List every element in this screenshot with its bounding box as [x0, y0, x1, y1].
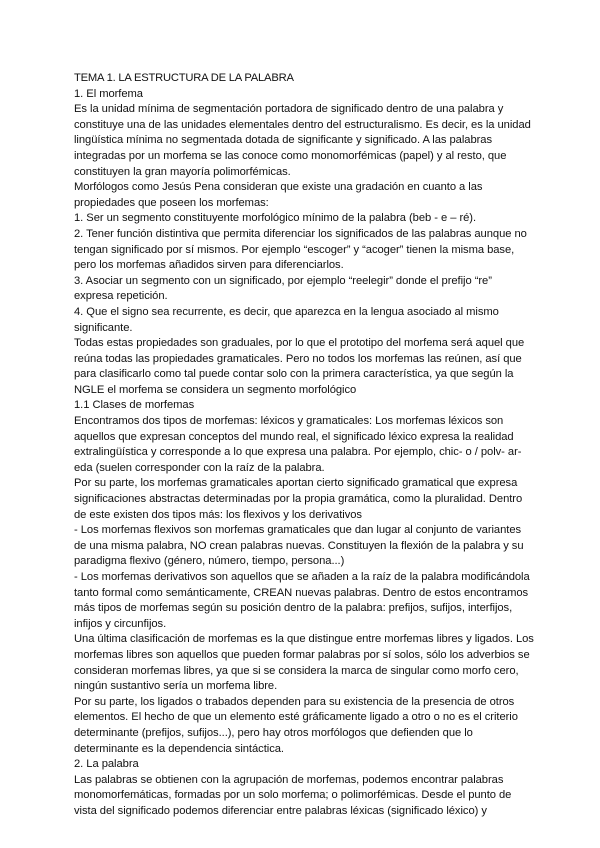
document-title: TEMA 1. LA ESTRUCTURA DE LA PALABRA [74, 72, 294, 84]
section-heading-palabra: 2. La palabra [74, 758, 139, 771]
paragraph-gramaticales: Por su parte, los morfemas gramaticales aportan cierto significado gramatical que expresa significaciones abstractas determinadas por la propia gramática, como la pluralidad. Dentro de este existen dos tipos más: los flexivos y los derivativos [74, 477, 523, 521]
list-item-property-1: 1. Ser un segmento constituyente morfológico mínimo de la palabra (beb - e – ré). [74, 212, 477, 225]
list-item-property-3: 3. Asociar un segmento con un significado, por ejemplo “reelegir” donde el prefijo “re” expresa repetición. [74, 274, 492, 303]
paragraph-palabras: Las palabras se obtienen con la agrupación de morfemas, podemos encontrar palabras monomorfemáticas, formadas por un solo morfema; o polimorfémicas. Desde el punto de vista del significado podemos diferenciar entre palabras léxicas (significado léxico) y [74, 773, 512, 817]
paragraph-derivativos: - Los morfemas derivativos son aquellos que se añaden a la raíz de la palabra modificándola tanto formal como semánticamente, CREAN nuevas palabras. Dentro de estos encontramos más tipos de morfemas según su posición dentro de la palabra: prefijos, sufijos, interfijos, infijos y circunfijos. [74, 571, 530, 630]
paragraph-ligados: Por su parte, los ligados o trabados dependen para su existencia de la presencia de otros elementos. El hecho de que un elemento esté gráficamente ligado a otro o no es el criterio determinante (prefijos, sufijos...), pero hay otros morfólogos que defienden que lo determinante es la dependencia sintáctica. [74, 695, 518, 755]
section-heading-clases: 1.1 Clases de morfemas [74, 399, 195, 412]
paragraph-definition: Es la unidad mínima de segmentación portadora de significado dentro de una palabra y constituye una de las unidades elementales dentro del estructuralismo. Es decir, es la unidad lingüística mínima no segmentada dotada de significante y significado. A las palabras integradas por un morfema se las conoce como monomorfémicas (papel) y al resto, que constituyen la gran mayoría polimorfémicas. [74, 103, 531, 178]
list-item-property-4: 4. Que el signo sea recurrente, es decir, que aparezca en la lengua asociado al mismo significante. [74, 305, 499, 334]
document-page [74, 71, 534, 820]
paragraph-prototype: Todas estas propiedades son graduales, por lo que el prototipo del morfema será aquel que reúna todas las propiedades gramaticales. Pero no todos los morfemas las reúnen, así que para clasificarlo como tal puede contar solo con la primera característica, ya que según la NGLE el morfema se considera un segmento morfológico [74, 337, 525, 396]
paragraph-gradation-intro: Morfólogos como Jesús Pena consideran que existe una gradación en cuanto a las propiedades que poseen los morfemas: [74, 181, 483, 209]
paragraph-flexivos: - Los morfemas flexivos son morfemas gramaticales que dan lugar al conjunto de variantes de una misma palabra, NO crean palabras nuevas. Constituyen la flexión de la palabra y su paradigma flexivo (género, número, tiempo, persona...) [74, 524, 524, 568]
paragraph-libres: Una última clasificación de morfemas es la que distingue entre morfemas libres y ligados. Los morfemas libres son aquellos que pueden formar palabras por sí solos, sólo los adverbios se consideran morfemas libres, ya que si se considera la marca de singular como morfo cero, ningún sustantivo sería un morfema libre. [74, 633, 534, 693]
paragraph-lexicos: Encontramos dos tipos de morfemas: léxicos y gramaticales: Los morfemas léxicos son aquellos que expresan conceptos del mundo real, el significado léxico expresa la realidad extralingüística y corresponde a lo que expresa una palabra. Por ejemplo, chic- o / polv- ar- eda (suelen corresponder con la raíz de la palabra. [74, 415, 522, 474]
list-item-property-2: 2. Tener función distintiva que permita diferenciar los significados de las palabras aunque no tengan significado por sí mismos. Por ejemplo “escoger” y “acoger” tienen la misma base, pero los morfemas añadidos sirven para diferenciarlos. [74, 227, 527, 272]
section-heading-morfema: 1. El morfema [74, 87, 143, 100]
